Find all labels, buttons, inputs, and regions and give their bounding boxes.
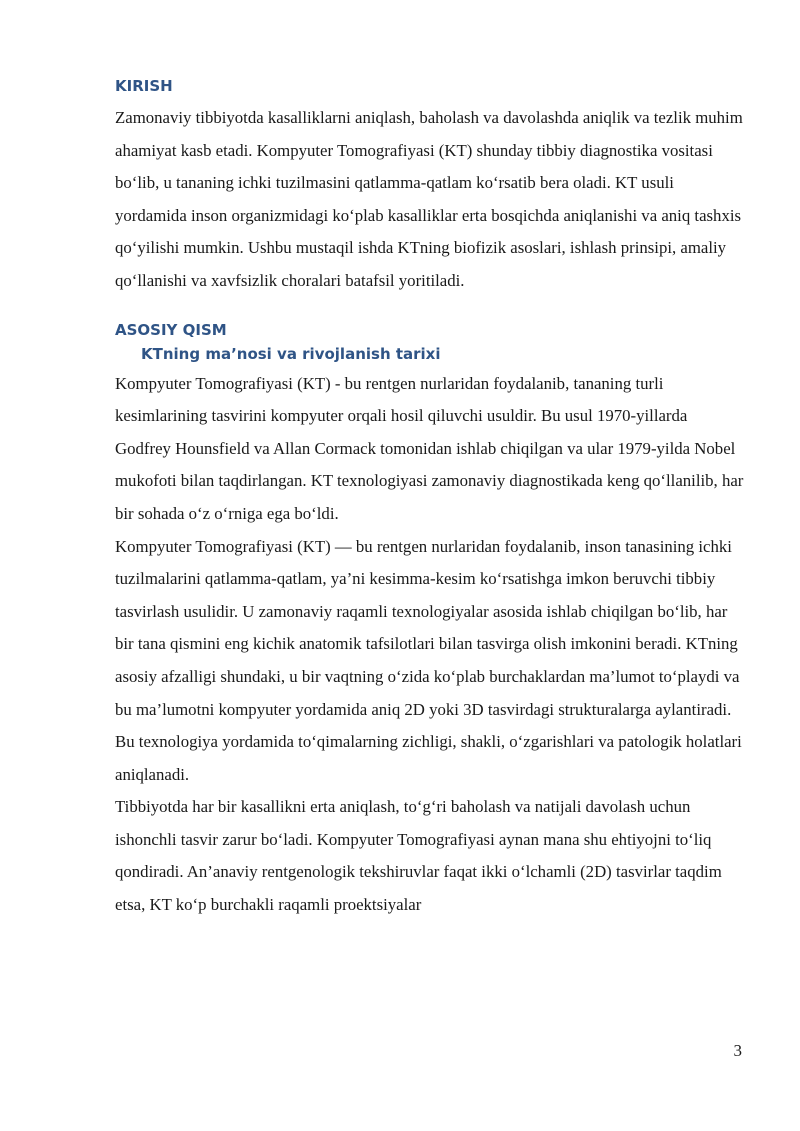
document-page — [115, 76, 747, 922]
subsection-heading-history: KTning ma’nosi va rivojlanish tarixi — [141, 344, 441, 363]
body-paragraph-1: Kompyuter Tomografiyasi (KT) - bu rentgen nurlaridan foydalanib, tananing turli kesimlarining tasvirini kompyuter orqali hosil qiluvchi usuldir. Bu usul 1970-yillarda Godfrey Hounsfield va Allan Cormack tomonidan ishlab chiqilgan va ular 1979-yilda Nobel mukofoti bilan taqdirlangan. KT texnologiyasi zamonaviy diagnostikada keng qo‘llanilib, har bir sohada o‘z o‘rniga ega bo‘ldi. — [115, 373, 744, 523]
body-paragraph-2: Kompyuter Tomografiyasi (KT) — bu rentgen nurlaridan foydalanib, inson tanasining ichki tuzilmalarini qatlamma-qatlam, ya’ni kesimma-kesim ko‘rsatishga imkon beruvchi tibbiy tasvirlash usulidir. U zamonaviy raqamli texnologiyalar asosida ishlab chiqilgan bo‘lib, har bir tana qismini eng kichik anatomik tafsilotlari bilan tasvirga olish imkonini beradi. KTning asosiy afzalligi shundaki, u bir vaqtning o‘zida ko‘plab burchaklardan ma’lumot to‘playdi va bu ma’lumotni kompyuter yordamida aniq 2D yoki 3D tasvirdagi strukturalarga aylantiradi. Bu texnologiya yordamida to‘qimalarning zichligi, shakli, o‘zgarishlari va patologik holatlari aniqlanadi. — [115, 536, 742, 784]
page-number: 3 — [733, 1041, 742, 1060]
section-heading-kirish: KIRISH — [115, 77, 173, 95]
section-heading-asosiy: ASOSIY QISM — [115, 320, 227, 339]
body-paragraph-3: Tibbiyotda har bir kasallikni erta aniqlash, to‘g‘ri baholash va natijali davolash uchun ishonchli tasvir zarur bo‘ladi. Kompyuter Tomografiyasi aynan mana shu ehtiyojni to‘liq qondiradi. An’anaviy rentgenologik tekshiruvlar faqat ikki o‘lchamli (2D) tasvirlar taqdim etsa, KT ko‘p burchakli raqamli proektsiyalar — [115, 797, 722, 915]
kirish-paragraph: Zamonaviy tibbiyotda kasalliklarni aniqlash, baholash va davolashda aniqlik va tezlik muhim ahamiyat kasb etadi. Kompyuter Tomografiyasi (KT) shunday tibbiy diagnostika vositasi bo‘lib, u tananing ichki tuzilmasini qatlamma-qatlam ko‘rsatib bera oladi. KT usuli yordamida inson organizmidagi ko‘plab kasalliklar erta bosqichda aniqlanishi va aniq tashxis qo‘yilishi mumkin. Ushbu mustaqil ishda KTning biofizik asoslari, ishlash prinsipi, amaliy qo‘llanishi va xavfsizlik choralari batafsil yoritiladi. — [115, 108, 743, 290]
